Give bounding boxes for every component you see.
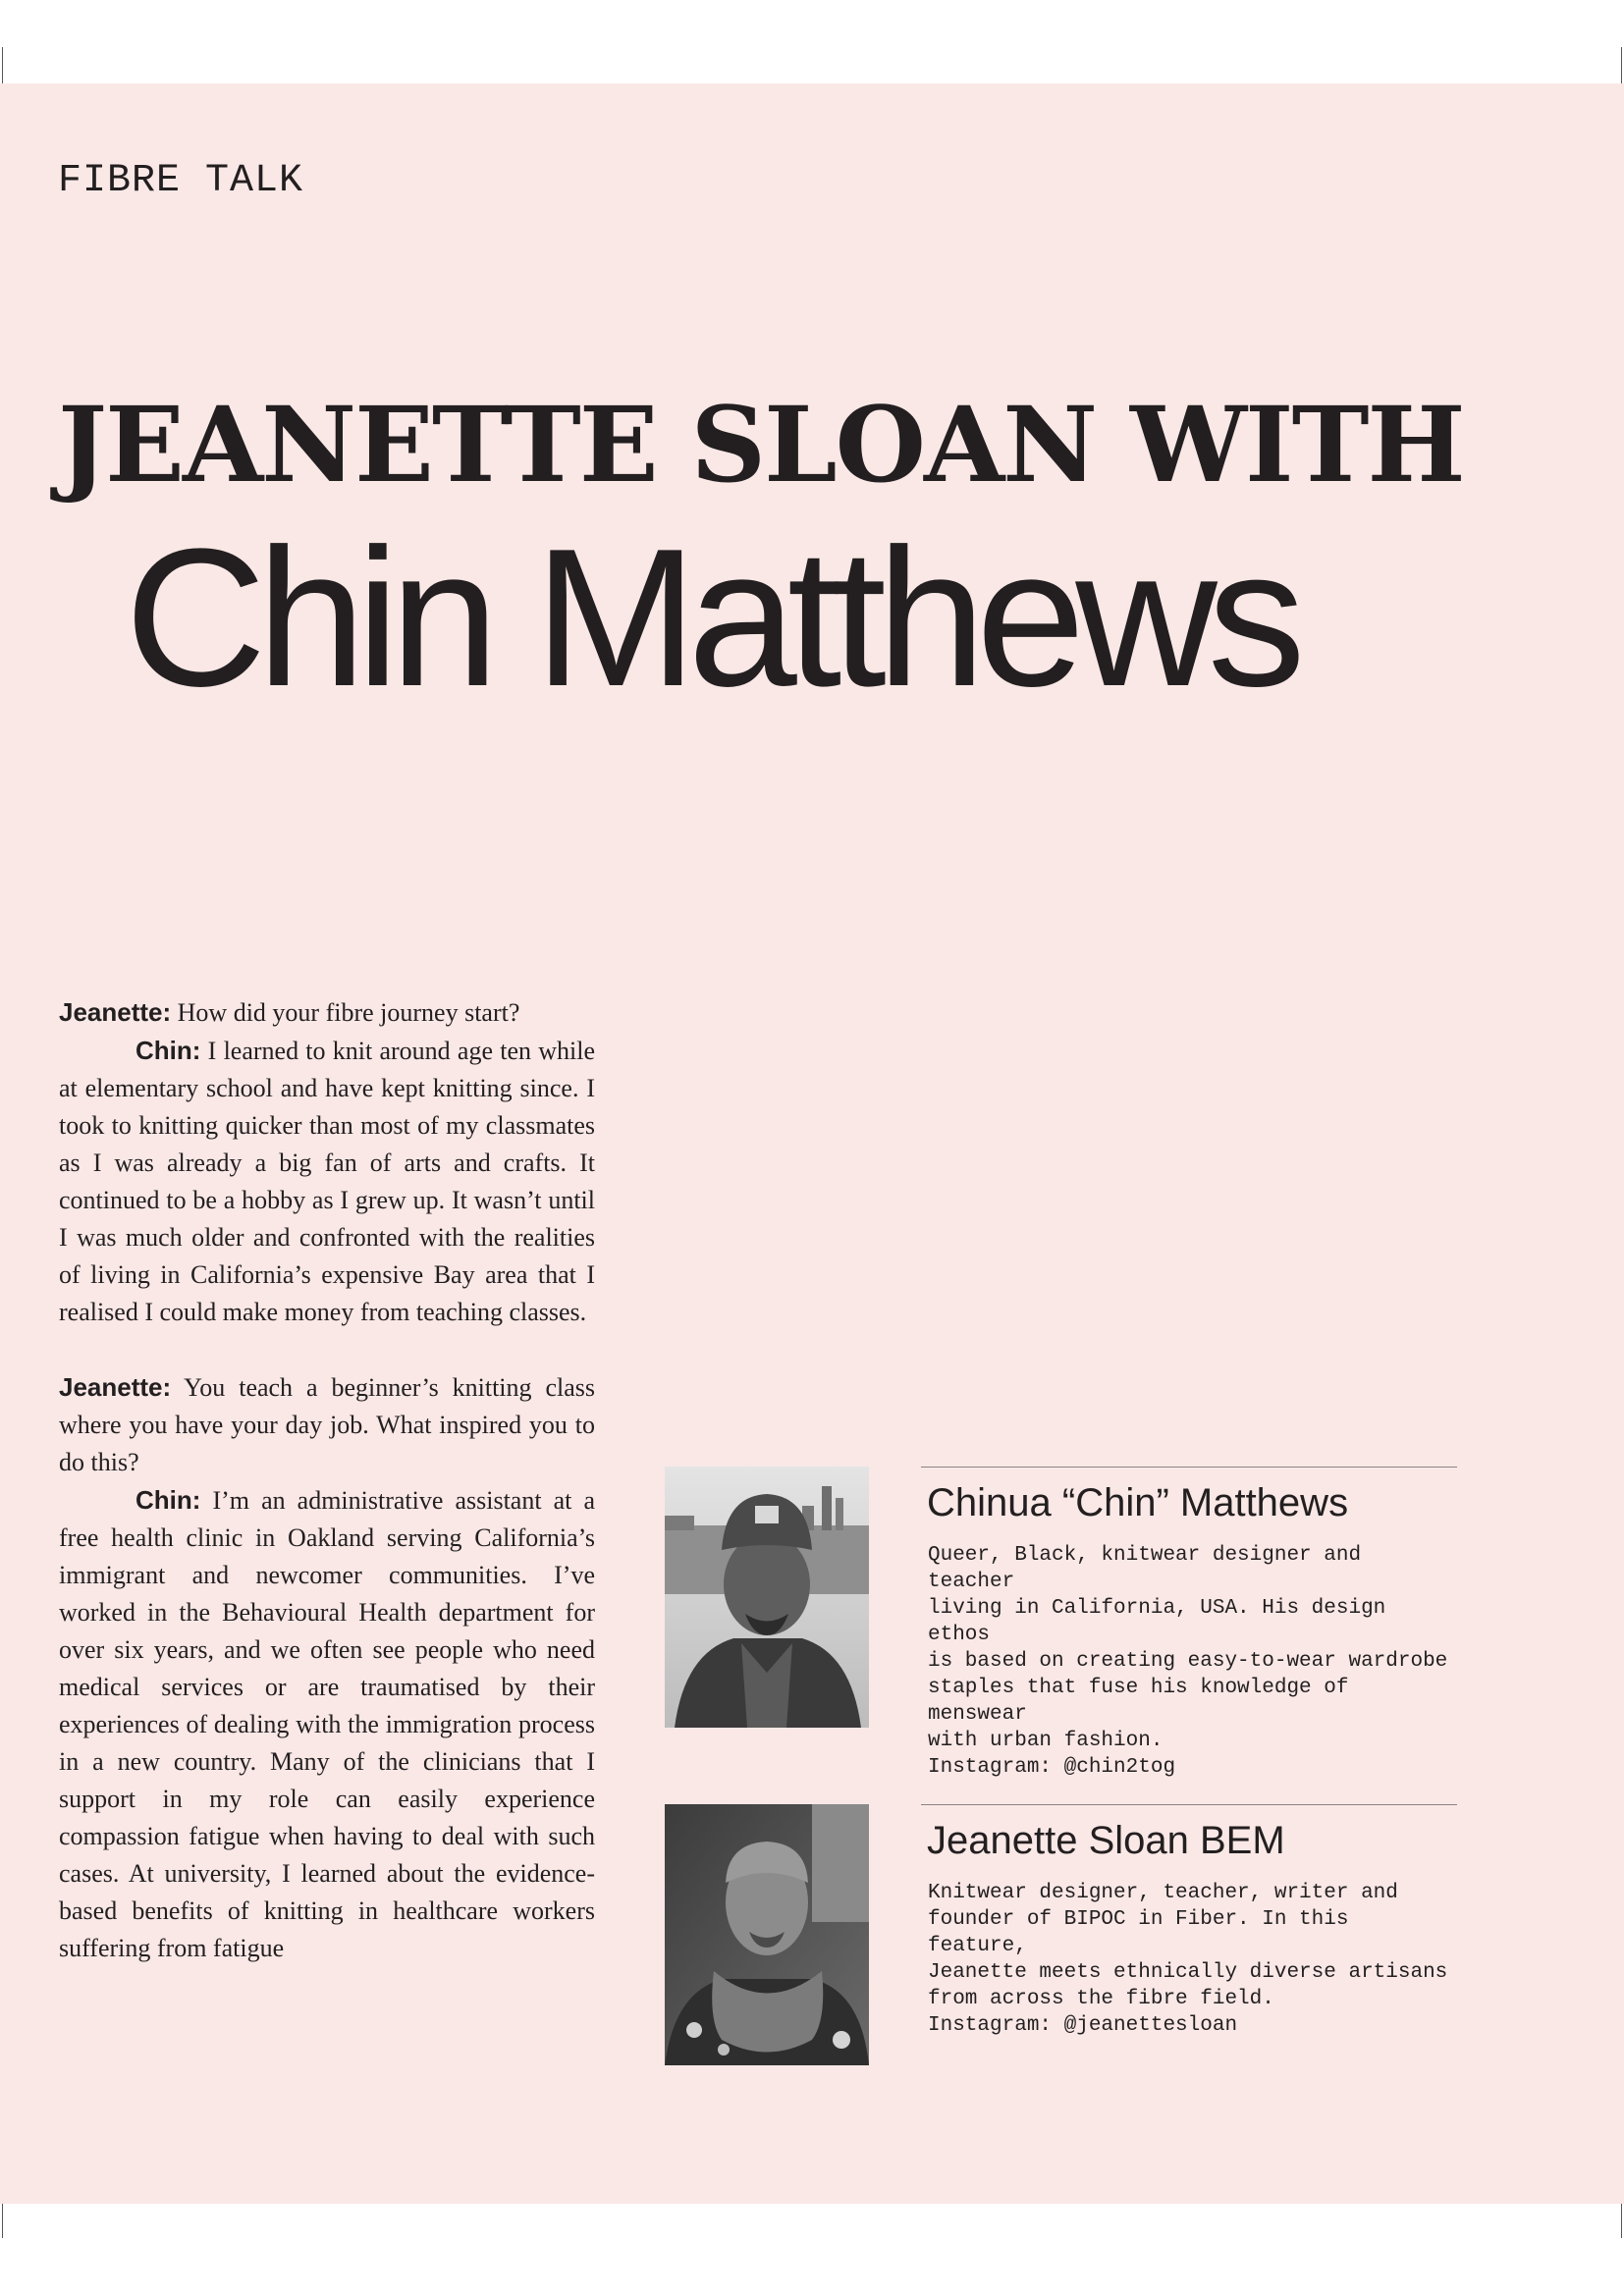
crop-mark-bottom-right [1621,2199,1622,2238]
title-line-1: JEANETTE SLOAN WITH [58,383,1464,506]
speaker-label: Chin: [135,1485,201,1515]
crop-mark-top-right [1621,47,1622,86]
interview-text: I’m an administrative assistant at a free health clinic in Oakland serving California’s immigrant and newcomer communities. I’ve worked in the Behavioural Health department for over six years, and we often see people who need medical services or are traumatised by their experiences of dealing with the immigration process in a new country. Many of the clinicians that I support in my role can easily experience compassion fatigue when having to deal with such cases. At university, I learned about the evidence-based benefits of knitting in healthcare workers suffering from fatigue [59,1486,595,1962]
bio-divider [921,1467,1457,1468]
jeanette-sloan-photo [665,1804,869,2065]
bio-name: Jeanette Sloan BEM [927,1819,1285,1862]
interview-paragraph [59,1032,595,1331]
interview-paragraph [59,1481,595,1967]
interview-text: How did your fibre journey start? [171,998,520,1027]
interview-text: You teach a beginner’s knitting class where you have your day job. What inspired you to do this? [59,1373,595,1476]
speaker-label: Chin: [135,1036,201,1065]
crop-mark-top-left [2,47,3,86]
title-line-2: Chin Matthews [125,508,1296,727]
bio-jeanette-sloan [921,1804,1457,2039]
speaker-label: Jeanette: [59,1372,172,1402]
bio-name: Chinua “Chin” Matthews [927,1481,1349,1524]
bio-chin-matthews [921,1467,1457,1781]
bio-description: Knitwear designer, teacher, writer and founder of BIPOC in Fiber. In this feature, Jeanette meets ethnically diverse artisans from across the fibre field. Instagram: @jeanettesloan [928,1882,1448,2037]
interview-column [59,993,595,1967]
section-label: FIBRE TALK [58,159,304,203]
crop-mark-bottom-left [2,2199,3,2238]
paragraph-spacer [59,1331,595,1368]
bio-description: Queer, Black, knitwear designer and teacher living in California, USA. His design ethos is based on creating easy-to-wear wardrobe staples that fuse his knowledge of menswear with urban fashion. Instagram: @chin2tog [928,1544,1448,1779]
interview-text: I learned to knit around age ten while at elementary school and have kept knitting since. I took to knitting quicker than most of my classmates as I was already a big fan of arts and crafts. It continued to be a hobby as I grew up. It wasn’t until I was much older and confronted with the realities of living in California’s expensive Bay area that I realised I could make money from teaching classes. [59,1037,595,1326]
interview-paragraph [59,1368,595,1481]
chin-matthews-photo [665,1467,869,1728]
bio-divider [921,1804,1457,1805]
speaker-label: Jeanette: [59,997,172,1027]
interview-paragraph [59,993,595,1032]
